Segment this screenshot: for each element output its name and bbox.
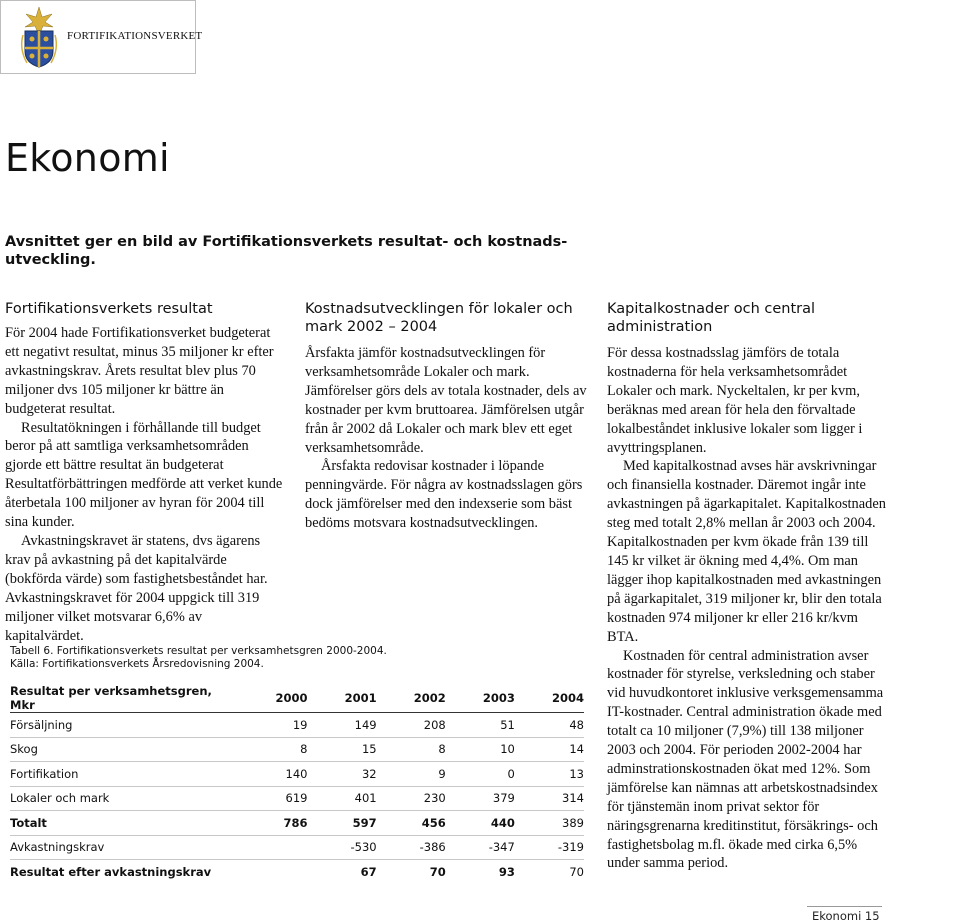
paragraph: Årsfakta redovisar kostnader i löpande penningvärde. För några av kostnadsslagen görs dock jämförelser med den indexserie som bäst bedöms motsvara kostnadsutvecklingen. <box>305 458 583 532</box>
row-label: Skog <box>10 737 238 762</box>
page-number: Ekonomi 15 <box>812 909 880 923</box>
coat-of-arms-icon <box>17 5 61 69</box>
cell: 13 <box>515 762 584 787</box>
cell: 0 <box>446 762 515 787</box>
cell: 230 <box>377 786 446 811</box>
cell <box>238 835 307 860</box>
logo-box <box>0 0 203 74</box>
source-line: Källa: Fortifikationsverkets Årsredovisning 2004. <box>10 657 264 670</box>
paragraph: Resultatökningen i förhållande till budget beror på att samtliga verksamhetsområden gjorde ett bättre resultat än budgeterat Resultatförbättringen medförde att verket kunde återbetala 100 miljoner av hyran för 2004 till sina kunder. <box>5 419 283 531</box>
paragraph: Årsfakta jämför kostnadsutvecklingen för verksamhetsområde Lokaler och mark. Jämförelser görs dels av totala kostnader, dels av kostnader per kvm bruttoarea. Jämförelsen utgår från år 2002 då Lokaler och mark blev ett eget verksamhetsområde. <box>305 345 587 456</box>
table-row <box>10 737 584 762</box>
row-label: Totalt <box>10 811 238 836</box>
column-kostnadsutveckling <box>305 300 588 533</box>
table-row-result <box>10 860 584 884</box>
cell: 379 <box>446 786 515 811</box>
cell: 314 <box>515 786 584 811</box>
cell: 70 <box>429 864 446 879</box>
cell: 19 <box>238 713 307 738</box>
page-title: Ekonomi <box>5 136 170 180</box>
row-label: Fortifikation <box>10 762 238 787</box>
table-row <box>10 762 584 787</box>
table-row <box>10 713 584 738</box>
cell: 48 <box>515 713 584 738</box>
paragraph: Avkastningskravet är statens, dvs ägarens krav på avkastning på det kapitalvärde (bokförda värde) som fastighetsbeståndet har. Avkastningskravet för 2004 uppgick till 319 miljoner vilket motsvarar 6,6% av kapitalvärdet. <box>5 532 268 644</box>
table-row-total <box>10 811 584 836</box>
cell: -347 <box>446 835 515 860</box>
cell: 8 <box>377 737 446 762</box>
caption-line: Tabell 6. Fortifikationsverkets resultat per verksamhetsgren 2000-2004. <box>10 645 387 657</box>
row-label: Försäljning <box>10 713 238 738</box>
cell: 149 <box>308 713 377 738</box>
column-header: 2002 <box>377 684 446 713</box>
table-row <box>10 786 584 811</box>
column-header: 2004 <box>515 684 584 713</box>
cell: 51 <box>446 713 515 738</box>
table-caption <box>10 645 387 670</box>
cell: -530 <box>308 835 377 860</box>
cell: 456 <box>377 811 446 836</box>
paragraph: För dessa kostnadsslag jämförs de totala kostnaderna för hela verksamhetsområdet Lokaler och mark. Nyckeltalen, kr per kvm, beräknas med arean för hela den förvaltade lokalbeståndet inklusive lokaler som ligger i avyttringsplanen. <box>607 345 863 456</box>
cell: 208 <box>377 713 446 738</box>
cell: 10 <box>446 737 515 762</box>
section-heading: Fortifikationsverkets resultat <box>5 301 213 317</box>
cell: 389 <box>515 811 584 836</box>
cell: 401 <box>308 786 377 811</box>
cell: 14 <box>515 737 584 762</box>
cell: -386 <box>377 835 446 860</box>
cell: 140 <box>238 762 307 787</box>
cell: 9 <box>377 762 446 787</box>
cell: 67 <box>360 864 377 879</box>
paragraph: Kostnaden för central administration avser kostnader för styrelse, verksledning och staber vid huvudkontoret inklusive verksgemensamma IT-kostnader. Central administration ökade med totalt ca 10 miljoner (7,9%) till 138 miljoner 2003 och 2004. För perioden 2002-2004 har adminstrationskostnaden ökat med 12%. Som jämförelse kan nämnas att arbetskostnadsindex för tjänstemän inom privat sektor för näringsgrenarna kreditinstitut, försäkrings- och fastighetsbolag m.fl. ökade med cirka 6,5% under samma period. <box>607 647 884 872</box>
column-resultat <box>5 300 283 645</box>
intro-text: Avsnittet ger en bild av Fortifikationsverkets resultat- och kostnads-utveckling. <box>5 234 568 268</box>
section-heading: Kapitalkostnader och central administration <box>607 301 816 335</box>
cell: 93 <box>498 864 515 879</box>
row-label: Resultat efter avkastningskrav <box>10 864 212 879</box>
paragraph: För 2004 hade Fortifikationsverket budgeterat ett negativt resultat, minus 35 miljoner kr efter avkastningskrav. Årets resultat blev plus 70 miljoner dvs 105 miljoner kr bättre än budgeterat resultat. <box>5 325 274 417</box>
cell: 619 <box>238 786 307 811</box>
column-header: 2001 <box>308 684 377 713</box>
cell: 597 <box>308 811 377 836</box>
table-header-row <box>10 684 584 713</box>
row-label: Avkastningskrav <box>10 835 238 860</box>
cell: 440 <box>446 811 515 836</box>
organization-name: FORTIFIKATIONSVERKET <box>67 30 203 42</box>
column-header: 2000 <box>238 684 307 713</box>
cell: 32 <box>308 762 377 787</box>
column-kapitalkostnader <box>607 300 887 873</box>
row-label: Lokaler och mark <box>10 786 238 811</box>
cell: 70 <box>569 864 584 879</box>
column-header: Resultat per verksamhetsgren, Mkr <box>10 684 238 713</box>
cell <box>238 860 307 884</box>
results-table <box>10 684 584 884</box>
section-heading: Kostnadsutvecklingen för lokaler och mark 2002 – 2004 <box>305 301 573 335</box>
table-row <box>10 835 584 860</box>
footer-divider <box>807 906 882 907</box>
cell: 15 <box>308 737 377 762</box>
cell: 8 <box>238 737 307 762</box>
cell: 786 <box>238 811 307 836</box>
column-header: 2003 <box>446 684 515 713</box>
cell: -319 <box>515 835 584 860</box>
paragraph: Med kapitalkostnad avses här avskrivningar och finansiella kostnader. Däremot ingår inte avkastningen på ägarkapitalet. Kapitalkostnaden steg med totalt 2,8% mellan år 2003 och 2004. Kapitalkostnaden per kvm ökade från 139 till 145 kr vilket är ökning med 4,4%. Om man lägger ihop kapitalkostnaden med avkastningen på ägarkapitalet, 319 miljoner kr, blir den totala kostnaden 974 miljoner kr eller 216 kr/kvm BTA. <box>607 458 886 645</box>
